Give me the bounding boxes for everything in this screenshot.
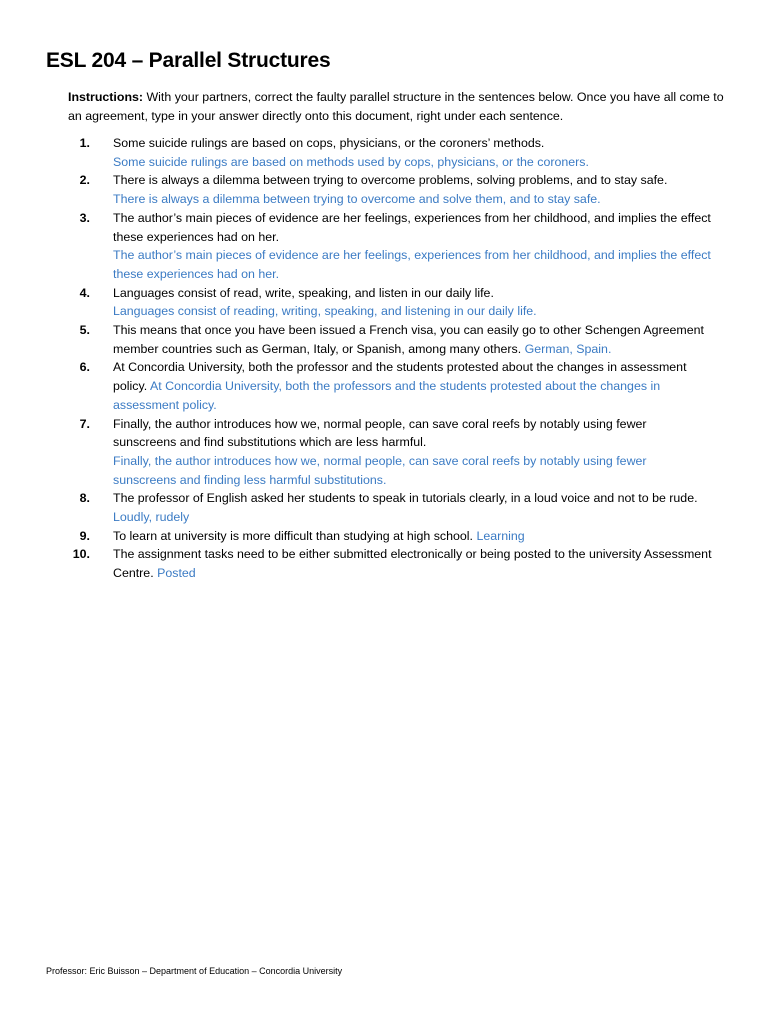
- original-sentence: There is always a dilemma between trying to overcome problems, solving problems, and to stay safe.: [113, 173, 668, 188]
- corrected-answer[interactable]: The author’s main pieces of evidence are her feelings, experiences from her childhood, and implies the effect these experiences had on her.: [113, 248, 711, 281]
- item-number: 2.: [79, 173, 90, 188]
- instructions-text: With your partners, correct the faulty parallel structure in the sentences below. Once you have all come to an agreement, type in your answer directly onto this document, right under each sentence.: [68, 90, 724, 123]
- inline-answer[interactable]: German, Spain.: [524, 341, 612, 356]
- exercise-item-10: [0, 545, 713, 582]
- inline-answer[interactable]: Learning: [476, 528, 525, 543]
- original-sentence: Finally, the author introduces how we, normal people, can save coral reefs by notably using fewer sunscreens and find substitutions which are less harmful.: [113, 416, 647, 450]
- original-sentence: This means that once you have been issued a French visa, you can easily go to other Schengen Agreement member countries such as German, Italy, or Spanish, among many others. German, Spain.: [113, 323, 704, 356]
- page-footer: Professor: Eric Buisson – Department of Education – Concordia University: [46, 966, 343, 976]
- item-number: 3.: [79, 210, 90, 225]
- inline-answer[interactable]: Posted: [157, 566, 196, 581]
- corrected-answer[interactable]: Finally, the author introduces how we, normal people, can save coral reefs by notably using fewer sunscreens and finding less harmful substitutions.: [113, 453, 647, 487]
- item-number: 9.: [79, 528, 90, 543]
- original-sentence: Some suicide rulings are based on cops, physicians, or the coroners’ methods.: [113, 136, 545, 150]
- item-number: 6.: [79, 360, 90, 375]
- item-number: 1.: [79, 136, 90, 150]
- original-sentence: The professor of English asked her students to speak in tutorials clearly, in a loud voice and not to be rude.: [113, 491, 698, 506]
- instructions-label: Instructions:: [68, 90, 144, 104]
- corrected-answer[interactable]: Some suicide rulings are based on methods used by cops, physicians, or the coroners.: [113, 154, 589, 169]
- exercise-item-3: [0, 209, 713, 284]
- exercise-item-8: [0, 489, 713, 526]
- corrected-answer[interactable]: There is always a dilemma between trying to overcome and solve them, and to stay safe.: [113, 192, 601, 207]
- exercise-item-1: [0, 134, 713, 171]
- original-sentence: The assignment tasks need to be either submitted electronically or being posted to the university Assessment Centre. Posted: [113, 547, 712, 581]
- exercise-list: [0, 134, 768, 583]
- item-number: 5.: [79, 323, 90, 338]
- inline-answer[interactable]: At Concordia University, both the professors and the students protested about the changes in assessment policy.: [113, 379, 661, 412]
- original-sentence: The author’s main pieces of evidence are her feelings, experiences from her childhood, and implies the effect these experiences had on her.: [113, 210, 711, 244]
- exercise-item-5: [0, 321, 713, 358]
- corrected-answer[interactable]: Languages consist of reading, writing, speaking, and listening in our daily life.: [113, 304, 537, 319]
- exercise-item-4: [0, 284, 713, 321]
- original-sentence: Languages consist of read, write, speaking, and listen in our daily life.: [113, 285, 494, 300]
- exercise-item-9: [0, 527, 713, 546]
- original-sentence: At Concordia University, both the professor and the students protested about the changes in assessment policy. At Concordia University, both the professors and the students protested about the changes in assessment policy.: [113, 360, 687, 412]
- original-sentence: To learn at university is more difficult than studying at high school. Learning: [113, 528, 525, 543]
- corrected-answer[interactable]: Loudly, rudely: [113, 510, 190, 525]
- item-number: 7.: [79, 416, 90, 431]
- item-number: 4.: [79, 285, 90, 300]
- document-title: ESL 204 – Parallel Structures: [46, 49, 331, 72]
- exercise-item-2: [0, 171, 713, 208]
- exercise-item-6: [0, 358, 713, 414]
- exercise-item-7: [0, 415, 713, 490]
- item-number: 10.: [72, 547, 90, 562]
- instructions-paragraph: [68, 88, 728, 125]
- item-number: 8.: [79, 491, 90, 506]
